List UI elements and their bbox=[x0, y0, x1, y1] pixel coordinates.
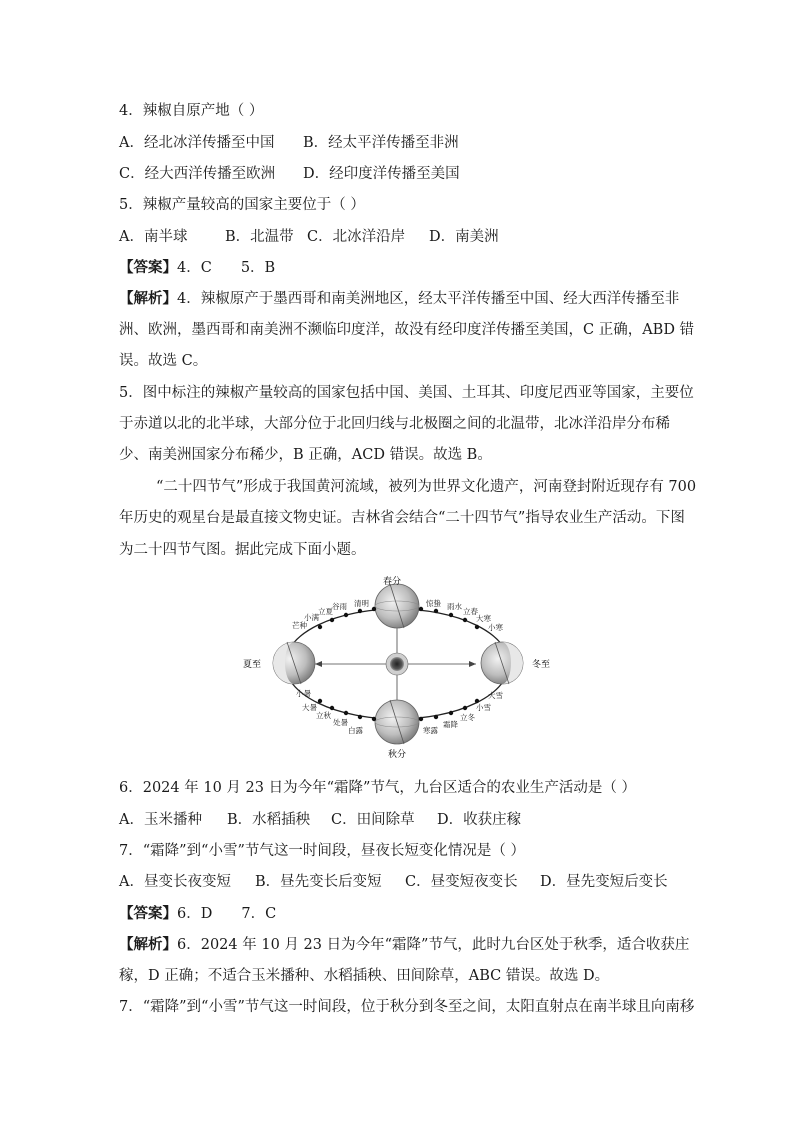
q5-stem: 5．辣椒产量较高的国家主要位于（ ） bbox=[119, 197, 365, 213]
analysis-1-line-5: 于赤道以北的北半球，大部分位于北回归线与北极圈之间的北温带，北冰洋沿岸分布稀 bbox=[119, 416, 670, 432]
q5-option-c: C．北冰洋沿岸 bbox=[307, 229, 406, 245]
intro-line-3: 为二十四节气图。据此完成下面小题。 bbox=[119, 542, 366, 558]
answer-2 bbox=[119, 904, 276, 924]
q6-options bbox=[119, 810, 521, 830]
q4-option-d: D．经印度洋传播至美国 bbox=[303, 166, 460, 182]
q5-option-d: D．南美洲 bbox=[429, 229, 499, 245]
q5-option-b: B．北温带 bbox=[225, 229, 294, 245]
label-autumn-equinox: 秋分 bbox=[388, 750, 407, 760]
q7-options bbox=[119, 872, 668, 892]
q4-options bbox=[119, 133, 459, 153]
analysis-2-line-2: 稼，D 正确；不适合玉米播种、水稻插秧、田间除草，ABC 错误。故选 D。 bbox=[119, 968, 610, 984]
term-lichun: 立春 bbox=[463, 607, 478, 616]
term-dahan: 大寒 bbox=[476, 614, 491, 623]
analysis-1-line-2: 洲、欧洲，墨西哥和南美洲不濒临印度洋，故没有经印度洋传播至美国，C 正确，ABD 错 bbox=[119, 322, 695, 338]
intro-line-1: “二十四节气”形成于我国黄河流域，被列为世界文化遗产，河南登封附近现存有 700 bbox=[156, 479, 697, 495]
answer-2-text: 6．D 7．C bbox=[177, 906, 277, 922]
term-dashu: 大暑 bbox=[302, 703, 317, 712]
term-guyu: 谷雨 bbox=[332, 602, 347, 611]
label-winter-solstice: 冬至 bbox=[532, 660, 551, 670]
term-xiaoxue: 小雪 bbox=[476, 703, 491, 712]
answer-1 bbox=[119, 258, 275, 278]
term-xiaoman: 小满 bbox=[304, 613, 319, 622]
q6-option-a: A．玉米播种 bbox=[119, 812, 202, 828]
term-xiaoshu: 小暑 bbox=[296, 689, 311, 698]
analysis-2-line-1 bbox=[119, 935, 689, 955]
q5-option-a: A．南半球 bbox=[119, 229, 188, 245]
answer-2-tag: 【答案】 bbox=[119, 905, 177, 922]
q6-option-b: B．水稻插秧 bbox=[227, 812, 311, 828]
q7-option-d: D．昼先变短后变长 bbox=[540, 874, 668, 890]
q4-option-a: A．经北冰洋传播至中国 bbox=[119, 135, 275, 151]
analysis-1-text-1: 4．辣椒原产于墨西哥和南美洲地区，经太平洋传播至中国、经大西洋传播至非 bbox=[177, 291, 680, 307]
earth-spring-icon bbox=[375, 584, 419, 628]
analysis-2-tag: 【解析】 bbox=[119, 936, 177, 953]
term-xiaohan: 小寒 bbox=[488, 623, 503, 632]
q4-option-c: C．经大西洋传播至欧洲 bbox=[119, 166, 276, 182]
answer-1-text: 4．C 5．B bbox=[177, 260, 276, 276]
q4-stem: 4．辣椒自原产地（ ） bbox=[119, 103, 264, 119]
term-daxue: 大雪 bbox=[488, 691, 503, 700]
analysis-1-line-1 bbox=[119, 289, 679, 309]
analysis-1-line-6: 少、南美洲国家分布稀少，B 正确，ACD 错误。故选 B。 bbox=[119, 447, 492, 463]
term-jingzhe: 惊蛰 bbox=[426, 599, 441, 608]
term-qingming: 清明 bbox=[354, 599, 369, 608]
label-summer-solstice: 夏至 bbox=[243, 660, 262, 670]
term-lixia: 立夏 bbox=[318, 607, 333, 616]
earth-summer-icon bbox=[273, 642, 315, 684]
q7-option-a: A．昼变长夜变短 bbox=[119, 874, 231, 890]
term-hanlu: 寒露 bbox=[423, 726, 438, 735]
term-mangzhong: 芒种 bbox=[292, 621, 307, 630]
q7-stem: 7．“霜降”到“小雪”节气这一时间段，昼夜长短变化情况是（ ） bbox=[119, 843, 525, 859]
earth-winter-icon bbox=[481, 642, 523, 684]
term-chushu: 处暑 bbox=[333, 718, 348, 727]
analysis-1-tag: 【解析】 bbox=[119, 290, 177, 307]
earth-autumn-icon bbox=[375, 700, 419, 744]
q7-option-c: C．昼变短夜变长 bbox=[405, 874, 518, 890]
term-liqiu: 立秋 bbox=[316, 711, 331, 720]
analysis-1-line-4: 5．图中标注的辣椒产量较高的国家包括中国、美国、土耳其、印度尼西亚等国家，主要位 bbox=[119, 385, 694, 401]
q5-options bbox=[119, 227, 499, 247]
term-lidong: 立冬 bbox=[460, 713, 475, 722]
answer-1-tag: 【答案】 bbox=[119, 259, 177, 276]
sun-icon bbox=[386, 653, 408, 675]
analysis-2-line-3: 7．“霜降”到“小雪”节气这一时间段，位于秋分到冬至之间，太阳直射点在南半球且向南移 bbox=[119, 999, 695, 1015]
q6-stem: 6．2024 年 10 月 23 日为今年“霜降”节气，九台区适合的农业生产活动是（ ） bbox=[119, 780, 637, 796]
analysis-2-text-1: 6．2024 年 10 月 23 日为今年“霜降”节气，此时九台区处于秋季，适合收获庄 bbox=[177, 937, 690, 953]
q7-option-b: B．昼先变长后变短 bbox=[255, 874, 382, 890]
q4-options-2 bbox=[119, 164, 460, 184]
term-bailu: 白露 bbox=[348, 726, 363, 735]
label-spring-equinox: 春分 bbox=[383, 577, 402, 587]
analysis-1-line-3: 误。故选 C。 bbox=[119, 353, 208, 369]
solar-terms-diagram bbox=[240, 570, 560, 762]
intro-line-2: 年历史的观星台是最直接文物史证。吉林省会结合“二十四节气”指导农业生产活动。下图 bbox=[119, 510, 685, 526]
q6-option-c: C．田间除草 bbox=[331, 812, 415, 828]
term-shuangjiang: 霜降 bbox=[443, 720, 458, 729]
q4-option-b: B．经太平洋传播至非洲 bbox=[303, 135, 459, 151]
term-yushui: 雨水 bbox=[447, 602, 462, 611]
q6-option-d: D．收获庄稼 bbox=[437, 812, 522, 828]
